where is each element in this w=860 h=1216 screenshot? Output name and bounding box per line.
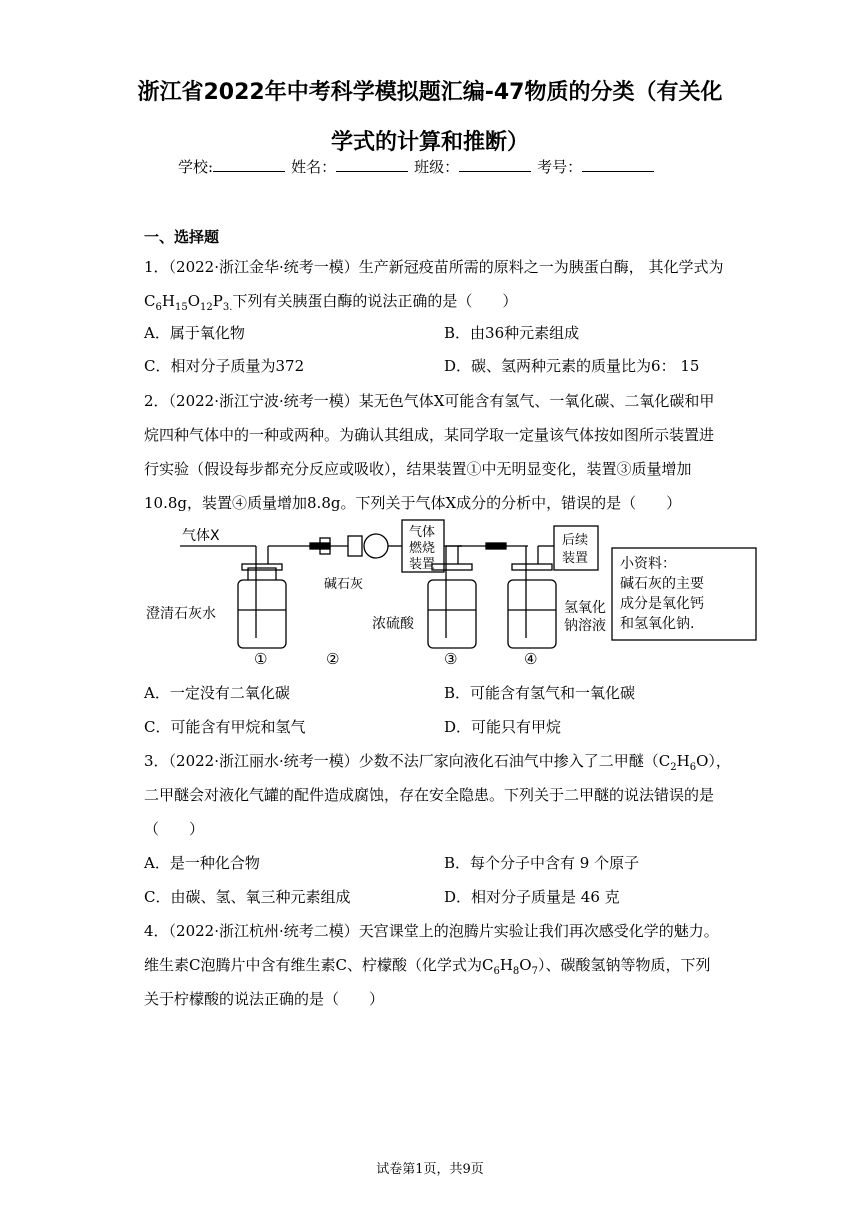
q3-option-c[interactable]: C．由碳、氢、氧三种元素组成 — [144, 888, 351, 906]
svg-text:气体: 气体 — [409, 525, 436, 540]
q2-option-c[interactable]: C．可能含有甲烷和氢气 — [144, 718, 306, 736]
svg-text:氢氧化: 氢氧化 — [564, 600, 606, 616]
label-limewater: 澄清石灰水 — [146, 606, 216, 622]
svg-text:④: ④ — [524, 650, 538, 668]
title-line-2: 学式的计算和推断） — [330, 130, 529, 155]
svg-text:碱石灰的主要: 碱石灰的主要 — [620, 576, 704, 592]
class-label: 班级： — [414, 158, 460, 176]
q1-stem-line-2: $C_6H_{15}O_{12}P_{3.}$下列有关胰蛋白酶的说法正确的是（ ） — [144, 292, 518, 313]
apparatus-diagram — [140, 518, 860, 670]
exam-no-blank[interactable] — [582, 157, 654, 172]
school-label: 学校: — [178, 158, 214, 176]
student-info-row — [178, 156, 660, 177]
q2-option-b[interactable]: B．可能含有氢气和一氧化碳 — [444, 684, 636, 702]
q2-stem-line-2: 烷四种气体中的一种或两种。为确认其组成，某同学取一定量该气体按如图所示装置进 — [144, 426, 715, 444]
svg-text:后续: 后续 — [562, 533, 589, 548]
q3-option-b[interactable]: B．每个分子中含有 9 个原子 — [444, 854, 640, 872]
q1-stem-line-1: 1．（2022·浙江金华·统考一模）生产新冠疫苗所需的原料之一为胰蛋白酶， 其化学式为 — [144, 258, 724, 276]
q1-option-b[interactable]: B．由36种元素组成 — [444, 324, 580, 342]
svg-text:成分是氧化钙: 成分是氧化钙 — [620, 596, 704, 612]
section-heading: 一、选择题 — [144, 228, 220, 246]
page-footer: 试卷第1页，共9页 — [376, 1162, 484, 1177]
page-title — [0, 68, 860, 168]
q2-stem-line-1: 2．（2022·浙江宁波·统考一模）某无色气体X可能含有氢气、一氧化碳、二氧化碳和甲 — [144, 392, 715, 410]
q3-stem-line-1: 3．（2022·浙江丽水·统考一模）少数不法厂家向液化石油气中掺入了二甲醚$(C_2H_6O)$， — [144, 752, 731, 773]
naoh-bottle — [508, 580, 556, 648]
q2-stem-line-4: 10.8g，装置④质量增加8.8g。下列关于气体X成分的分析中，错误的是（ ） — [144, 494, 682, 512]
q1-option-d[interactable]: D．碳、氢两种元素的质量比为6： 15 — [444, 357, 700, 375]
svg-text:②: ② — [326, 650, 340, 668]
class-blank[interactable] — [459, 157, 531, 172]
q2-option-d[interactable]: D．可能只有甲烷 — [444, 718, 562, 736]
q4-stem-line-2: 维生素C泡腾片中含有维生素C、柠檬酸（化学式为$C_6H_8O_7$）、碳酸氢钠等物质，下列 — [144, 956, 711, 977]
q4-stem-line-1: 4．（2022·浙江杭州·统考二模）天宫课堂上的泡腾片实验让我们再次感受化学的魅力。 — [144, 922, 719, 940]
label-sulfuric-acid: 浓硫酸 — [372, 616, 414, 632]
q1-option-a[interactable]: A．属于氧化物 — [144, 324, 245, 342]
svg-text:小资料：: 小资料： — [620, 556, 676, 572]
name-label: 姓名： — [291, 158, 337, 176]
svg-text:装置: 装置 — [562, 551, 589, 566]
q3-option-a[interactable]: A．是一种化合物 — [144, 854, 260, 872]
soda-lime-tube — [364, 534, 388, 558]
q3-option-d[interactable]: D．相对分子质量是 46 克 — [444, 888, 620, 906]
exam-no-label: 考号： — [537, 158, 583, 176]
svg-text:钠溶液: 钠溶液 — [564, 618, 606, 634]
title-line-1: 浙江省2022年中考科学模拟题汇编-47物质的分类（有关化 — [137, 80, 723, 105]
svg-text:燃烧: 燃烧 — [409, 541, 436, 556]
q3-stem-line-3: （ ） — [144, 820, 205, 838]
svg-text:③: ③ — [444, 650, 458, 668]
school-blank[interactable] — [213, 157, 285, 172]
q2-stem-line-3: 行实验（假设每步都充分反应或吸收），结果装置①中无明显变化，装置③质量增加 — [144, 460, 692, 478]
name-blank[interactable] — [336, 157, 408, 172]
limewater-bottle — [238, 580, 286, 648]
q3-stem-line-2: 二甲醚会对液化气罐的配件造成腐蚀，存在安全隐患。下列关于二甲醚的说法错误的是 — [144, 786, 715, 804]
label-soda-lime: 碱石灰 — [324, 577, 364, 592]
q2-option-a[interactable]: A．一定没有二氧化碳 — [144, 684, 290, 702]
svg-text:①: ① — [254, 650, 268, 668]
svg-text:装置: 装置 — [409, 557, 436, 572]
q1-option-c[interactable]: C．相对分子质量为372 — [144, 357, 305, 375]
q4-stem-line-3: 关于柠檬酸的说法正确的是（ ） — [144, 990, 385, 1008]
svg-text:和氢氧化钠.: 和氢氧化钠. — [620, 616, 695, 632]
label-gas-x: 气体X — [182, 528, 220, 544]
sulfuric-acid-bottle — [428, 580, 476, 648]
